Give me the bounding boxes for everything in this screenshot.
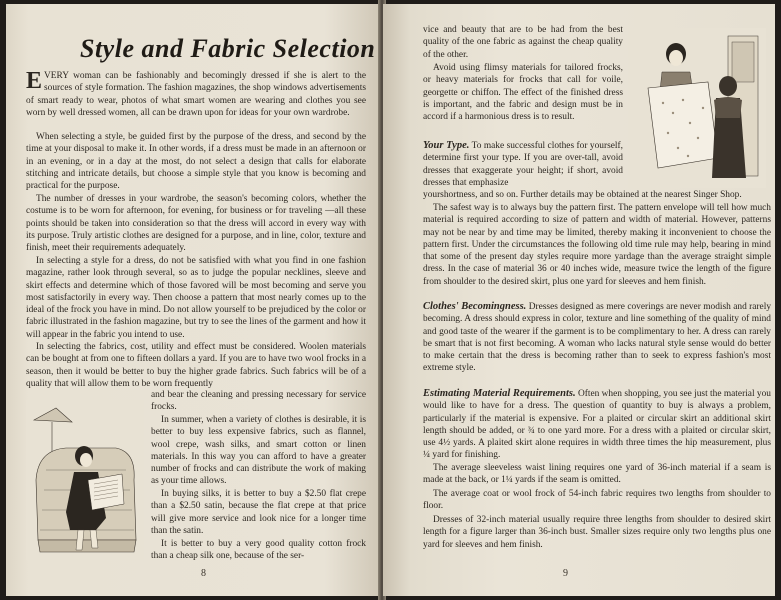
- page-number: 8: [201, 568, 206, 579]
- left-page: [6, 4, 381, 596]
- paragraph-wardrobe: The number of dresses in your wardrobe, the season's becoming colors, whether the costume is to be worn for afternoon, for evening, for business or for traveling —all these points should be taken into consideration so that the dress will accord in every way with its purpose. Truly artistic clothes are designed for a purpose, and in line, color, texture and finish, meet their requirements adequately.: [26, 194, 366, 254]
- paragraph-coat: The average coat or wool frock of 54-inch fabric requires two lengths from shoulder to floor.: [423, 489, 771, 512]
- paragraph-fabrics: In selecting the fabrics, cost, utility and effect must be considered. Woolen materials can be bought at from one to fifteen dollars a yard. If you are to have two wool frocks in a season, then it would be better to buy the higher grade fabrics. Such fabrics will be of a quality that will allow them to be worn frequently: [26, 342, 366, 389]
- intro-paragraph: EVERY woman can be fashionably and becomingly dressed if she is alert to the sources of style formation. The fashion magazines, the shop windows advertisements of smart ready to wear, photos of what smart women are wearing and clothes you see worn by well dressed women, all can be drawn upon for ideas for your own wardrobe.: [26, 68, 366, 118]
- paragraph-cotton: It is better to buy a very good quality cotton frock than a cheap silk one, because of the ser-: [151, 539, 366, 562]
- woman-reading-illustration: [26, 400, 144, 560]
- page-title: Style and Fabric Selection: [80, 34, 376, 63]
- paragraph-fabrics-cont: and bear the cleaning and pressing necessary for service frocks.: [151, 390, 366, 413]
- paragraph-32inch: Dresses of 32-inch material usually require three lengths from shoulder to desired skirt length for a figure larger than 36-inch bust. Smaller sizes require only two lengths plus one yard for sleeves and hem finish.: [423, 515, 771, 550]
- paragraph-lining: The average sleeveless waist lining requires one yard of 36-inch material if a seam is made at the back, or 1¼ yards if the seam is omitted.: [423, 463, 771, 486]
- paragraph-flimsy: Avoid using flimsy materials for tailored frocks, or heavy materials for frocks that call for voile, georgette or chiffon. The effect of the finished dress is important, and the fabric and design must be in accord if a harmonious dress is to result.: [423, 63, 623, 123]
- paragraph-silks: In buying silks, it is better to buy a $2.50 flat crepe than a $2.50 satin, because the flat crepe at that price will give more service and look nice for a longer time than the satin.: [151, 489, 366, 536]
- section-estimating: Estimating Material Requirements. Often when shopping, you see just the material you would like to have for a dress. The question of quantity to buy is always a problem, particularly if the material is expensive. For a plaited or circular skirt an additional skirt length should be added, or ¾ to one yard more. For a dress with a plaited or circular skirt, use 4½ yards. A plaited skirt alone requires in width three times the hip measurement, plus ¼ yard for finishing.: [423, 388, 771, 461]
- paragraph-purpose: When selecting a style, be guided first by the purpose of the dress, and second by the time at your disposal to make it. In other words, if a dress must be made in an afternoon or in an evening, or in a day at the most, do not select a design that calls for elaborate stitching and intricate details, but choose a simple style that you know is becoming and practical for the purpose.: [26, 132, 366, 192]
- drop-cap: E: [26, 68, 43, 94]
- section-heading: Your Type.: [423, 140, 470, 151]
- section-heading: Clothes' Becomingness.: [423, 301, 527, 312]
- right-page: [383, 4, 775, 596]
- paragraph-service: vice and beauty that are to be had from the best quality of the one fabric as against the cheap quality of the other.: [423, 25, 623, 60]
- section-your-type: Your Type. To make successful clothes for yourself, determine first your type. If you are over-tall, avoid dresses that exaggerate your height; if short, avoid dresses that emphasize: [423, 140, 623, 188]
- section-heading: Estimating Material Requirements.: [423, 388, 576, 399]
- paragraph-magazines: In selecting a style for a dress, do not be satisfied with what you find in one fashion magazine, rather look through several, so as to judge the popular necklines, sleeve and skirt effects and determine which of those favored will be most becoming and serve you most satisfactorily in every way. Then choose a pattern that most nearly comes up to the ideal of the frock you have in mind. Do not allow yourself to be prejudiced by the color or fabric illustrated in the fashion magazine, but try to see the lines of the garment and how it will appear in the fabric you intend to use.: [26, 256, 366, 340]
- paragraph-pattern: The safest way is to always buy the pattern first. The pattern envelope will tell how much material is required according to size of pattern and width of material. However, patterns may not be near by and time may be limited, thereby making it inconvenient to choose the pattern first. Under the circumstances the following old time rule may help, bearing in mind that some of the present day styles require more yardage than the average straight simple dress. In the case of material 36 or 40 inches wide, measure twice the length of the figure from shoulder to the desired skirt, plus one yard for sleeves and hem finish.: [423, 203, 771, 287]
- your-type-cont: yourshortness, and so on. Further details may be obtained at the nearest Singer Shop.: [423, 190, 742, 200]
- paragraph-summer: In summer, when a variety of clothes is desirable, it is better to buy less expensive fabrics, such as flannel, wool crepe, wash silks, and smart cotton or linen materials. In this way you can afford to have a greater number of frocks and can distribute the work of making as your time allows.: [151, 415, 366, 487]
- page-number: 9: [563, 568, 568, 579]
- section-clothes-becomingness: Clothes' Becomingness. Dresses designed as mere coverings are never modish and rarely becoming. A dress should express in color, texture and line something of the quality of mind and good taste of the wearer if the garment is to be complimentary to her. A dress can rarely be smart that is not first becoming. A woman who lacks natural style sense would do better to make certain that the dress is becoming rather than to seek to express fashion's most extreme style.: [423, 301, 772, 374]
- dressmaking-illustration: [628, 28, 766, 188]
